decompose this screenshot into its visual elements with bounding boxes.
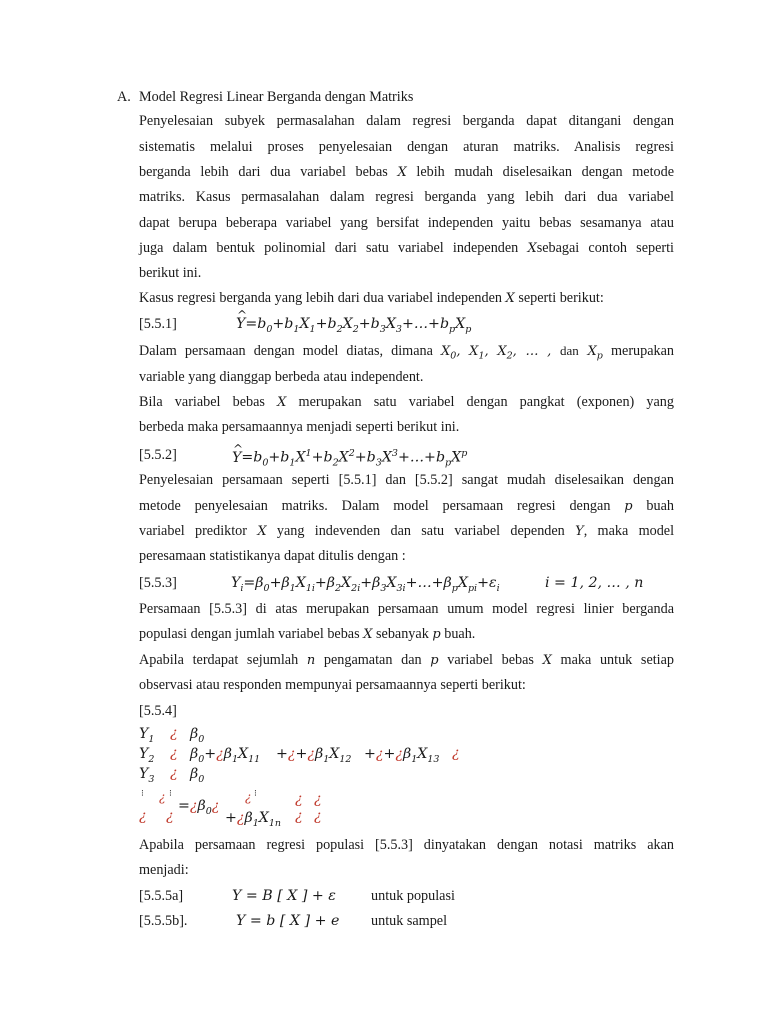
p5-line-4: peresamaan statistikanya dapat ditulis dengan :	[139, 548, 406, 564]
eq-552-formula: ^ $Y=b_0+b_1X^1+b_2X^2+b_3X^3+\dots+b_pX^p$	[232, 444, 467, 474]
p1-line-7: berikut ini.	[139, 265, 202, 281]
eq-555a-label: [5.5.5a]	[139, 888, 184, 904]
eq-553-label: [5.5.3]	[139, 575, 177, 591]
p1-line-5: dapat berupa beberapa variabel yang bersifat independen yaitu bebas sesamanya atau	[139, 215, 674, 231]
eq-555a-note: untuk populasi	[371, 888, 455, 904]
p4-line-1: Bila variabel bebas X merupakan satu variabel dengan pangkat (exponen) yang	[139, 394, 674, 410]
eq-555a-formula: Y = B [ X ] + ε	[232, 888, 336, 904]
p4-line-2: berbeda maka persamaannya menjadi seperti berikut ini.	[139, 419, 460, 435]
eq-555b-note: untuk sampel	[371, 913, 448, 929]
p1-line-2: sistematis melalui proses penyelesaian dengan aturan matriks. Analisis regresi	[139, 139, 674, 155]
eq-554-label: [5.5.4]	[139, 703, 177, 719]
eq-552-label: [5.5.2]	[139, 447, 177, 463]
p7-line-1: Apabila terdapat sejumlah n pengamatan dan p variabel bebas X maka untuk setiap	[139, 652, 675, 668]
eq-553-formula: $Y_i=\beta_0+\beta_1X_{1i}+\beta_2X_{2i}+\beta_3X_{3i}+\dots+\beta_pX_{pi}+\varepsilon_i$	[231, 575, 500, 594]
p6-line-2: populasi dengan jumlah variabel bebas X sebanyak p buah.	[139, 626, 476, 642]
p6-line-1: Persamaan [5.5.3] di atas merupakan persamaan umum model regresi linier berganda	[139, 601, 674, 617]
p1-line-1: Penyelesaian subyek permasalahan dalam regresi berganda dapat ditangani dengan	[139, 113, 674, 129]
eq-553-range: i = 1, 2, … , n	[545, 575, 644, 591]
p5-line-2: metode penyelesaian matriks. Dalam model persamaan regresi dengan p buah	[139, 498, 674, 514]
eq-551-formula: ^ $Y=b_0+b_1X_1+b_2X_2+b_3X_3+\dots+b_pX_p$	[236, 314, 471, 340]
p5-line-1: Penyelesaian persamaan seperti [5.5.1] dan [5.5.2] sangat mudah diselesaikan dengan	[139, 472, 674, 488]
p3-line-1: Dalam persamaan dengan model diatas, dimana $X_0$, $X_1$, $X_2$, … , dan $X_p$ merupakan	[139, 343, 675, 362]
eq-555b-label: [5.5.5b].	[139, 913, 188, 929]
section-title: Model Regresi Linear Berganda dengan Matriks	[139, 89, 414, 105]
p1-line-3: berganda lebih dari dua variabel bebas X lebih mudah diselesaikan dengan metode	[139, 164, 674, 180]
p2-line: Kasus regresi berganda yang lebih dari dua variabel independen X seperti berikut:	[139, 290, 604, 306]
p7-line-2: observasi atau responden mempunyai persamaannya seperti berikut:	[139, 677, 526, 693]
p1-line-4: matriks. Kasus permasalahan dalam regresi berganda yang lebih dari dua variabel	[139, 189, 674, 205]
document-page: A. Model Regresi Linear Berganda dengan Matriks Penyelesaian subyek permasalahan dalam regresi berganda dapat ditangani dengan sistematis melalui proses penyelesaian dengan aturan matriks. Analisis regresi berganda lebih dari dua variabel bebas X lebih mudah diselesaikan dengan metode matriks. Kasus permasalahan dalam regresi berganda yang lebih dari dua variabel dapat berupa beberapa variabel yang bersifat independen yaitu bebas sesamanya atau juga dalam bentuk polinomial dari satu variabel independen Xsebagai contoh seperti berikut ini. Kasus regresi berganda yang lebih dari dua variabel independen X seperti berikut: [5.5.1] ^ $Y=b_0+b_1X_1+b_2X_2+b_3X_3+\dots+b_pX_p$ Dalam persamaan dengan model diatas, dimana $X_0$, $X_1$, $X_2$, … , dan $X_p$ merupakan variable yang dianggap berbeda atau independent. Bila variabel bebas X merupakan satu variabel dengan pangkat (exponen) yang berbeda maka persamaannya menjadi seperti berikut ini. [5.5.2] ^ $Y=b_0+b_1X^1+b_2X^2+b_3X^3+\dots+b_pX^p$ Penyelesaian persamaan seperti [5.5.1] dan [5.5.2] sangat mudah diselesaikan dengan metode penyelesaian matriks. Dalam model persamaan regresi dengan p buah variabel prediktor X yang indevenden dan satu variabel dependen Y, maka model peresamaan statistikanya dapat ditulis dengan : [5.5.3] $Y_i=\beta_0+\beta_1X_{1i}+\beta_2X_{2i}+\beta_3X_{3i}+\dots+\beta_pX_{pi}+\varepsilon_i$ i = 1, 2, … , n Persamaan [5.5.3] di atas merupakan persamaan umum model regresi linier berganda populasi dengan jumlah variabel bebas X sebanyak p buah. Apabila terdapat sejumlah n pengamatan dan p variabel bebas X maka untuk setiap observasi atau responden mempunyai persamaannya seperti berikut: [5.5.4] $Y_1$ ¿ $\beta_0$ $Y_2$ ¿ $\beta_0+¿\beta_1X_{11}$ $+¿+¿\beta_1X_{12}$ $+¿+¿\beta_1X_{13}$ ¿ $Y_3$ ¿ $\beta_0$ ⁝ ¿ ⁝ $=¿\beta_0¿$ ¿ ⁝ ¿ ¿ ¿ ¿ $+¿\beta_1X_{1n}$ ¿ ¿ Apabila persamaan regresi populasi [5.5.3] dinyatakan dengan notasi matriks akan menjadi: [5.5.5a] Y = B [ X ] + ε untuk populasi [5.5.5b]. Y = b [ X ] + e untuk sampel	[0, 0, 768, 1024]
eq-555b-formula: Y = b [ X ] + e	[236, 913, 340, 929]
section-marker: A.	[117, 89, 131, 105]
eq-551-label: [5.5.1]	[139, 316, 177, 332]
p5-line-3: variabel prediktor X yang indevenden dan satu variabel dependen Y, maka model	[139, 523, 675, 539]
p8-line-1: Apabila persamaan regresi populasi [5.5.3] dinyatakan dengan notasi matriks akan	[139, 837, 674, 853]
p8-line-2: menjadi:	[139, 862, 189, 878]
p3-line-2: variable yang dianggap berbeda atau independent.	[139, 369, 424, 385]
p1-line-6: juga dalam bentuk polinomial dari satu variabel independen Xsebagai contoh seperti	[139, 240, 674, 256]
